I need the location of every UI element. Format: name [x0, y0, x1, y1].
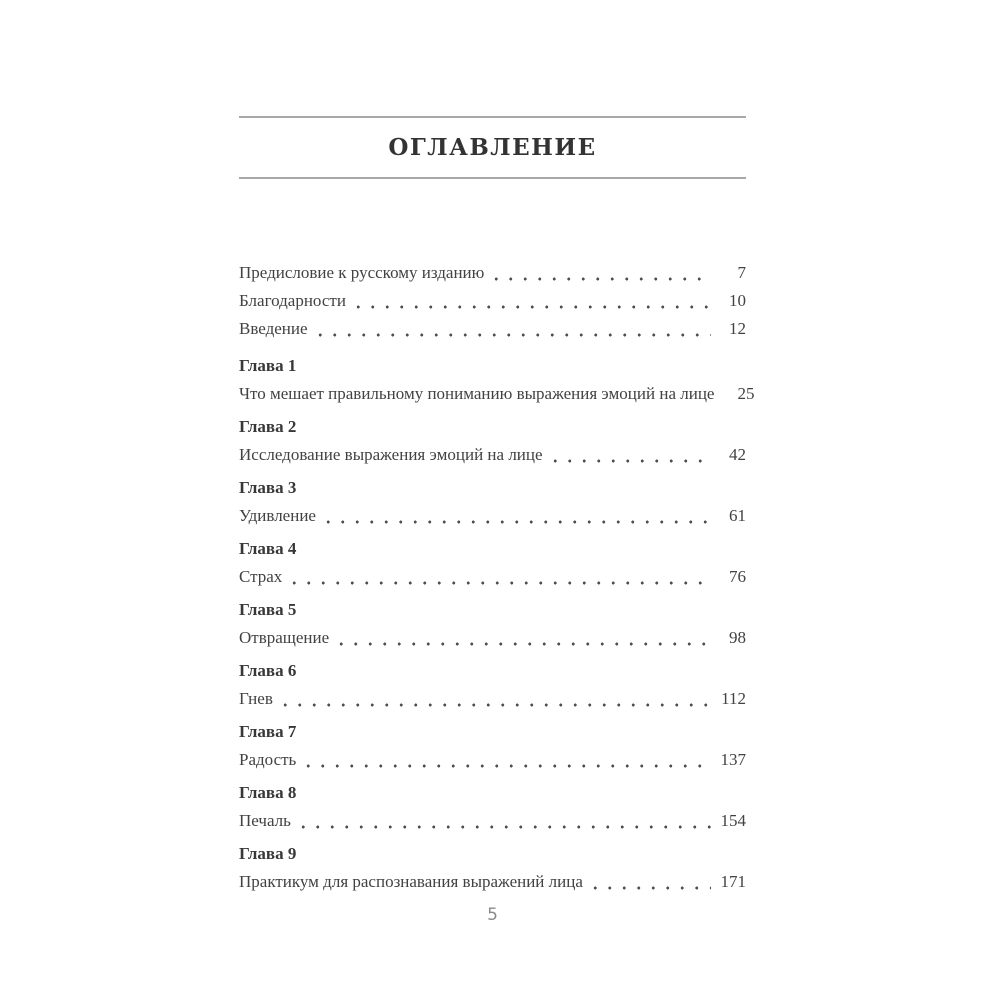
chapter-group: [239, 413, 746, 469]
toc-row-label: Предисловие к русскому изданию: [239, 263, 485, 282]
toc-page-number: 12: [729, 319, 746, 338]
chapter-group: [239, 352, 755, 408]
page-content: [239, 116, 755, 927]
chapter-heading: Глава 4: [239, 539, 297, 558]
chapter-group: [239, 596, 746, 652]
toc-list: [239, 259, 755, 896]
chapter-heading: Глава 8: [239, 783, 297, 802]
toc-page-number: 137: [720, 750, 746, 769]
toc-row: [239, 380, 755, 408]
page-title: ОГЛАВЛЕНИЕ: [388, 134, 597, 161]
toc-page-number: 98: [729, 628, 746, 647]
chapter-group: [239, 840, 746, 896]
chapter-group: [239, 718, 746, 774]
toc-row: [239, 502, 746, 530]
chapter-heading: Глава 7: [239, 722, 297, 741]
chapter-group: [239, 657, 746, 713]
chapter-heading: Глава 5: [239, 600, 297, 619]
toc-row: [239, 259, 746, 287]
dot-leader: [351, 287, 711, 315]
chapter-group: [239, 779, 746, 835]
toc-row-label: Печаль: [239, 811, 291, 830]
dot-leader: [489, 259, 711, 287]
toc-page-number: 10: [729, 291, 746, 310]
chapter-group: [239, 474, 746, 530]
dot-leader: [287, 563, 711, 591]
dot-leader: [321, 502, 711, 530]
toc-page-number: 154: [720, 811, 746, 830]
chapter-heading: Глава 3: [239, 478, 297, 497]
toc-row-label: Отвращение: [239, 628, 330, 647]
toc-row-label: Введение: [239, 319, 308, 338]
toc-page-number: 61: [729, 506, 746, 525]
toc-row: [239, 315, 746, 343]
toc-row-label: Радость: [239, 750, 297, 769]
toc-row: [239, 807, 746, 835]
toc-page-number: 171: [720, 872, 746, 891]
dot-leader: [334, 624, 711, 652]
toc-row: [239, 563, 746, 591]
dot-leader: [313, 315, 711, 343]
toc-row-label: Удивление: [239, 506, 316, 525]
toc-page-number: 25: [737, 384, 755, 403]
toc-page-number: 76: [729, 567, 746, 586]
toc-row-label: Практикум для распознавания выражений лица: [239, 872, 583, 891]
footer-page-number: 5: [487, 905, 498, 925]
chapter-heading: Глава 2: [239, 417, 297, 436]
chapter-list: [239, 352, 755, 896]
chapter-group: [239, 535, 746, 591]
toc-row: [239, 868, 746, 896]
dot-leader: [278, 685, 711, 713]
toc-row-label: Страх: [239, 567, 283, 586]
toc-row: [239, 746, 746, 774]
toc-row: [239, 685, 746, 713]
toc-page-number: 112: [721, 689, 746, 708]
chapter-heading: Глава 9: [239, 844, 297, 863]
front-matter-list: [239, 259, 746, 343]
dot-leader: [296, 807, 711, 835]
toc-page-number: 42: [729, 445, 746, 464]
dot-leader: [301, 746, 711, 774]
chapter-heading: Глава 1: [239, 356, 297, 375]
toc-page-number: 7: [737, 263, 746, 282]
toc-row-label: Что мешает правильному пониманию выражения эмоций на лице: [239, 384, 715, 403]
toc-row-label: Исследование выражения эмоций на лице: [239, 445, 543, 464]
chapter-heading: Глава 6: [239, 661, 297, 680]
toc-row: [239, 441, 746, 469]
dot-leader: [548, 441, 711, 469]
toc-row: [239, 287, 746, 315]
toc-row: [239, 624, 746, 652]
toc-header: [239, 116, 746, 179]
toc-row-label: Благодарности: [239, 291, 346, 310]
dot-leader: [588, 868, 711, 896]
toc-row-label: Гнев: [239, 689, 273, 708]
